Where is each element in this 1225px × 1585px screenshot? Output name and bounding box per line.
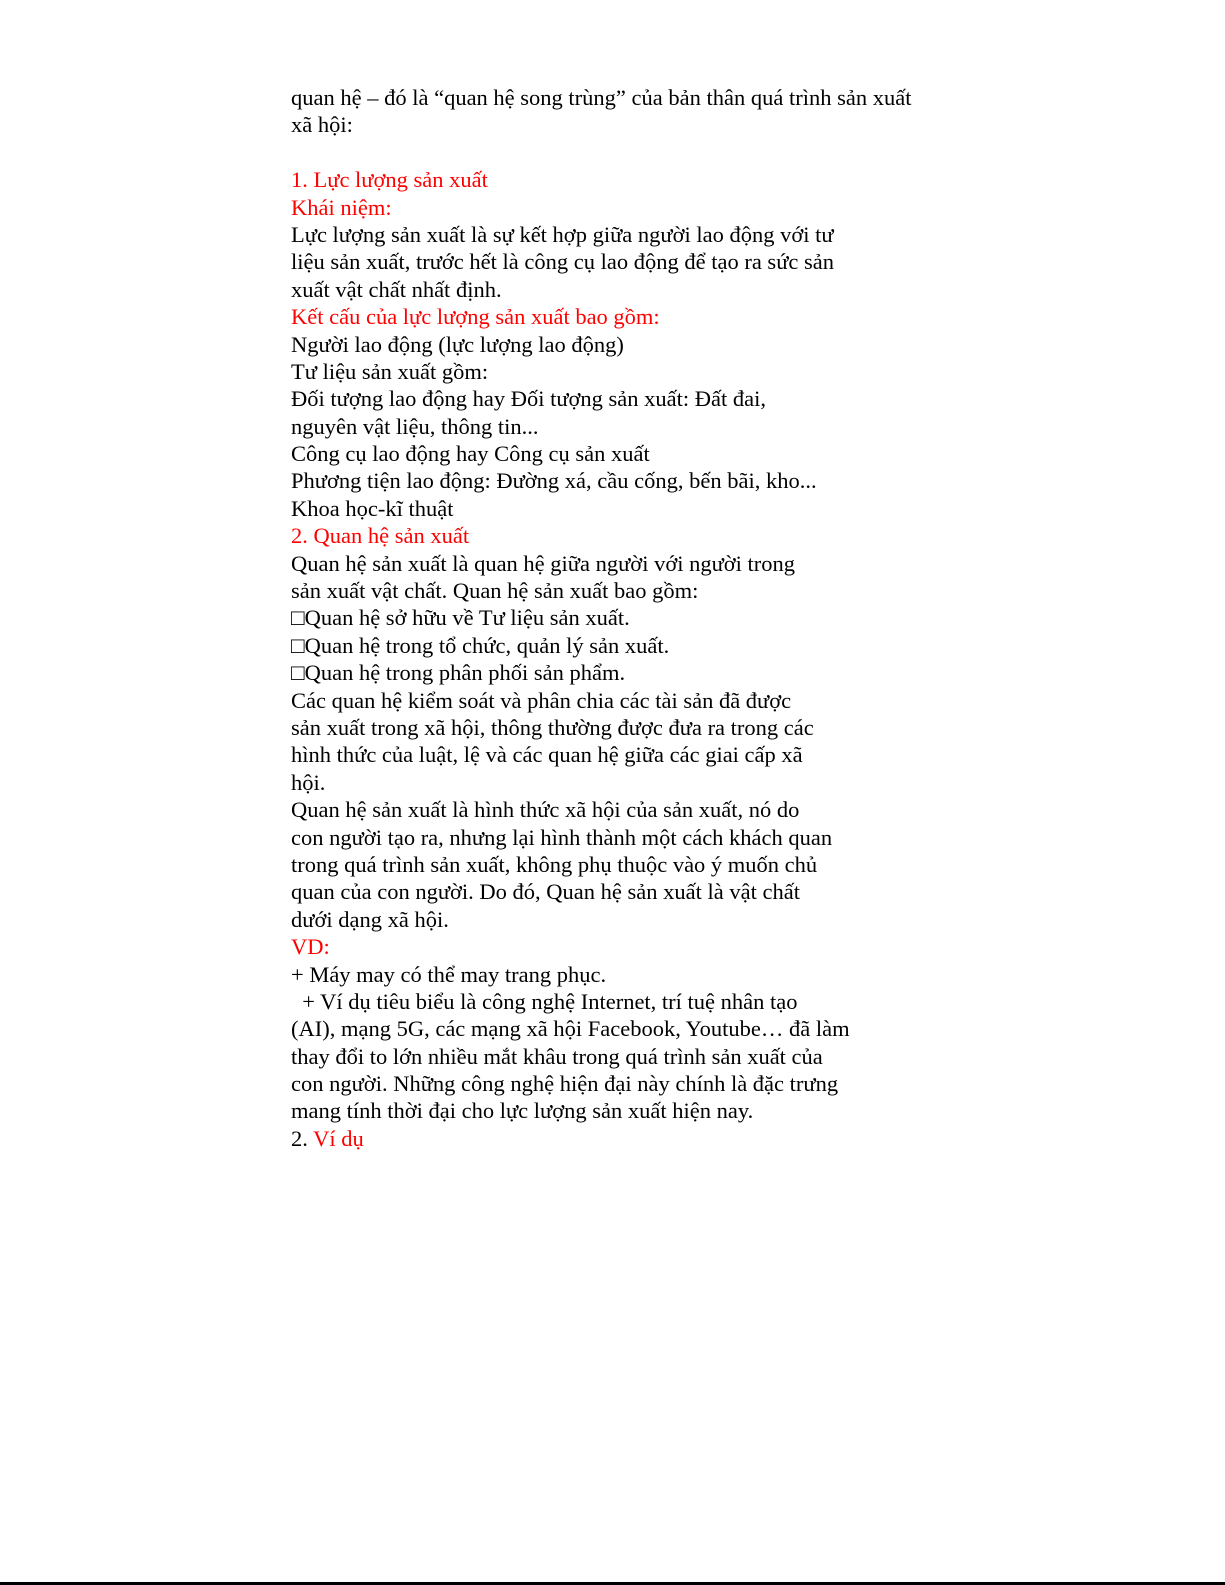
example-label: VD:	[291, 934, 330, 960]
example-line-3: (AI), mạng 5G, các mạng xã hội Facebook, Youtube… đã làm	[291, 1016, 850, 1042]
section-2-line-10: Quan hệ sản xuất là hình thức xã hội của sản xuất, nó do	[291, 797, 800, 823]
example-line-6: mang tính thời đại cho lực lượng sản xuất hiện nay.	[291, 1098, 754, 1124]
section-2-line-12: trong quá trình sản xuất, không phụ thuộc vào ý muốn chủ	[291, 851, 818, 877]
paragraph-gap	[291, 139, 961, 166]
intro-line-1: quan hệ – đó là “quan hệ song trùng” của bản thân quá trình sản xuất	[291, 85, 912, 110]
section-2-heading: 2. Quan hệ sản xuất	[291, 523, 470, 549]
document-body	[291, 84, 961, 1152]
structure-line-4: nguyên vật liệu, thông tin...	[291, 413, 539, 439]
section-2-line-7: sản xuất trong xã hội, thông thường được đưa ra trong các	[291, 714, 814, 740]
structure-line-6: Phương tiện lao động: Đường xá, cầu cống, bến bãi, kho...	[291, 468, 817, 494]
concept-line-1: Lực lượng sản xuất là sự kết hợp giữa người lao động với tư	[291, 221, 834, 247]
structure-line-3: Đối tượng lao động hay Đối tượng sản xuất: Đất đai,	[291, 386, 766, 412]
section-2-line-2: sản xuất vật chất. Quan hệ sản xuất bao gồm:	[291, 578, 699, 604]
structure-line-5: Công cụ lao động hay Công cụ sản xuất	[291, 441, 650, 467]
structure-line-2: Tư liệu sản xuất gồm:	[291, 358, 489, 384]
example-line-2: + Ví dụ tiêu biểu là công nghệ Internet, trí tuệ nhân tạo	[291, 988, 798, 1014]
section-2-line-1: Quan hệ sản xuất là quan hệ giữa người với người trong	[291, 550, 796, 576]
structure-label: Kết cấu của lực lượng sản xuất bao gồm:	[291, 304, 660, 330]
concept-label: Khái niệm:	[291, 194, 392, 220]
section-2-line-5: □Quan hệ trong phân phối sản phẩm.	[291, 660, 626, 686]
intro-line-2: xã hội:	[291, 112, 353, 138]
section-1-heading: 1. Lực lượng sản xuất	[291, 167, 488, 193]
section-2-line-9: hội.	[291, 769, 326, 795]
section-2-line-11: con người tạo ra, nhưng lại hình thành một cách khách quan	[291, 824, 833, 850]
example-line-5: con người. Những công nghệ hiện đại này chính là đặc trưng	[291, 1071, 839, 1097]
last-heading	[291, 1125, 961, 1152]
example-line-1: + Máy may có thể may trang phục.	[291, 961, 607, 987]
section-2-line-8: hình thức của luật, lệ và các quan hệ giữa các giai cấp xã	[291, 742, 803, 768]
section-2-line-13: quan của con người. Do đó, Quan hệ sản xuất là vật chất	[291, 879, 800, 905]
last-heading-number: 2.	[291, 1125, 314, 1151]
structure-line-1: Người lao động (lực lượng lao động)	[291, 331, 624, 357]
section-2-line-6: Các quan hệ kiểm soát và phân chia các tài sản đã được	[291, 687, 792, 713]
section-2-line-4: □Quan hệ trong tổ chức, quản lý sản xuất.	[291, 632, 670, 658]
section-2-line-14: dưới dạng xã hội.	[291, 906, 449, 932]
last-heading-text: Ví dụ	[313, 1125, 364, 1151]
example-line-4: thay đổi to lớn nhiều mắt khâu trong quá trình sản xuất của	[291, 1043, 823, 1069]
structure-line-7: Khoa học-kĩ thuật	[291, 495, 454, 521]
concept-line-2: liệu sản xuất, trước hết là công cụ lao động để tạo ra sức sản	[291, 249, 834, 275]
concept-line-3: xuất vật chất nhất định.	[291, 276, 502, 302]
section-2-line-3: □Quan hệ sở hữu về Tư liệu sản xuất.	[291, 605, 630, 631]
